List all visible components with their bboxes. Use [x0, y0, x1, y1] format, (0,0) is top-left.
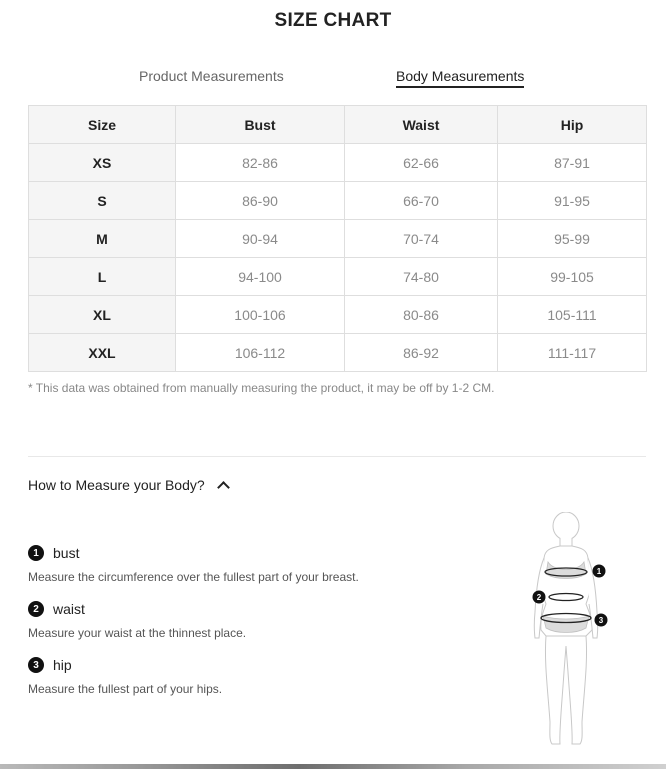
section-divider	[28, 456, 646, 457]
measurement-item-bust	[28, 545, 359, 584]
measurement-item-waist	[28, 601, 246, 640]
measurement-description: Measure the fullest part of your hips.	[28, 682, 223, 696]
bust-cell: 100-106	[176, 296, 345, 334]
size-cell: XS	[29, 144, 176, 182]
hip-cell: 111-117	[498, 334, 647, 372]
how-to-measure-toggle[interactable]	[28, 477, 228, 493]
number-badge: 1	[28, 545, 44, 561]
column-header-size: Size	[29, 106, 176, 144]
size-cell: S	[29, 182, 176, 220]
waist-cell: 66-70	[345, 182, 498, 220]
svg-text:1: 1	[596, 567, 602, 576]
size-table	[28, 105, 647, 372]
bust-cell: 106-112	[176, 334, 345, 372]
bust-cell: 94-100	[176, 258, 345, 296]
bust-cell: 86-90	[176, 182, 345, 220]
figure-marker-2	[533, 591, 546, 604]
table-row	[29, 220, 647, 258]
number-badge: 2	[28, 601, 44, 617]
size-cell: XXL	[29, 334, 176, 372]
number-badge: 3	[28, 657, 44, 673]
hip-cell: 95-99	[498, 220, 647, 258]
column-header-waist: Waist	[345, 106, 498, 144]
svg-text:3: 3	[598, 616, 604, 625]
measurement-tabs	[0, 68, 666, 90]
size-cell: M	[29, 220, 176, 258]
table-row	[29, 258, 647, 296]
waist-cell: 86-92	[345, 334, 498, 372]
measurement-description: Measure the circumference over the fullest part of your breast.	[28, 570, 359, 584]
figure-marker-1	[593, 565, 606, 578]
body-figure-illustration	[526, 512, 616, 748]
table-row	[29, 182, 647, 220]
tab-body-measurements[interactable]: Body Measurements	[396, 68, 524, 88]
tab-product-measurements[interactable]: Product Measurements	[139, 68, 284, 84]
measurement-name: waist	[53, 601, 85, 617]
waist-cell: 80-86	[345, 296, 498, 334]
hip-cell: 91-95	[498, 182, 647, 220]
bust-cell: 82-86	[176, 144, 345, 182]
how-to-measure-label: How to Measure your Body?	[28, 477, 205, 493]
measurement-item-hip	[28, 657, 222, 696]
waist-cell: 70-74	[345, 220, 498, 258]
hip-cell: 87-91	[498, 144, 647, 182]
measurement-name: hip	[53, 657, 72, 673]
chevron-up-icon	[217, 481, 230, 494]
table-row	[29, 144, 647, 182]
size-cell: XL	[29, 296, 176, 334]
measurement-name: bust	[53, 545, 80, 561]
svg-text:2: 2	[536, 593, 542, 602]
hip-cell: 105-111	[498, 296, 647, 334]
bust-cell: 90-94	[176, 220, 345, 258]
table-row	[29, 296, 647, 334]
column-header-bust: Bust	[176, 106, 345, 144]
bottom-image-strip	[0, 764, 666, 769]
table-header-row	[29, 106, 647, 144]
table-row	[29, 334, 647, 372]
waist-cell: 74-80	[345, 258, 498, 296]
hip-cell: 99-105	[498, 258, 647, 296]
page-title: SIZE CHART	[274, 10, 392, 31]
column-header-hip: Hip	[498, 106, 647, 144]
waist-cell: 62-66	[345, 144, 498, 182]
measurement-note: * This data was obtained from manually measuring the product, it may be off by 1-2 CM.	[28, 381, 495, 395]
measurement-description: Measure your waist at the thinnest place.	[28, 626, 247, 640]
figure-marker-3	[595, 614, 608, 627]
size-cell: L	[29, 258, 176, 296]
